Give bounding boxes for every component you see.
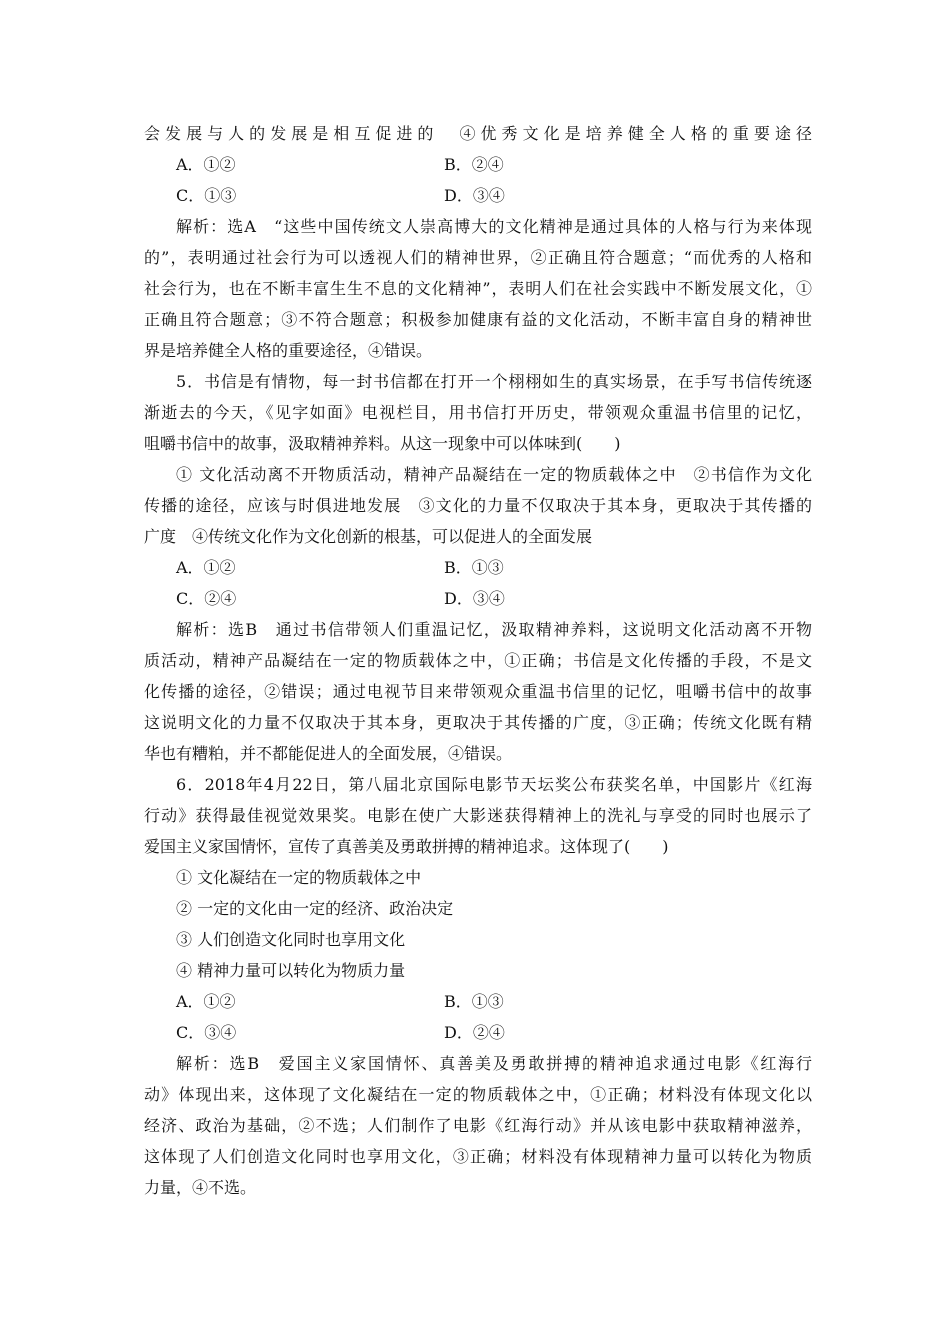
q4-option-b: B．②④ — [444, 155, 504, 174]
q5-stem-line: 咀嚼书信中的故事，汲取精神养料。从这一现象中可以体味到( ) — [144, 434, 621, 453]
q5-analysis-line: 解析：选B 通过书信带领人们重温记忆，汲取精神养料，这说明文化活动离不开物 — [176, 620, 812, 639]
q4-continuation-line: 会发展与人的发展是相互促进的 ④优秀文化是培养健全人格的重要途径 — [144, 124, 812, 143]
q5-statement-line: 传播的途径，应该与时俱进地发展 ③文化的力量不仅取决于其本身，更取决于其传播的 — [144, 496, 812, 515]
q6-statement-1: ① 文化凝结在一定的物质载体之中 — [176, 868, 422, 887]
q6-option-a: A．①② — [176, 992, 236, 1011]
q6-stem-line: 6．2018年4月22日，第八届北京国际电影节天坛奖公布获奖名单，中国影片《红海 — [176, 775, 812, 794]
q5-statement-line: 广度 ④传统文化作为文化创新的根基，可以促进人的全面发展 — [144, 527, 593, 546]
q4-analysis-line: 解析：选A “这些中国传统文人崇高博大的文化精神是通过具体的人格与行为来体现 — [176, 217, 812, 236]
q6-analysis-line: 这体现了人们创造文化同时也享用文化，③正确；材料没有体现精神力量可以转化为物质 — [144, 1147, 812, 1166]
q5-analysis-line: 这说明文化的力量不仅取决于其本身，更取决于其传播的广度，③正确；传统文化既有精 — [144, 713, 812, 732]
q5-option-d: D．③④ — [444, 589, 505, 608]
q5-statement-line: ① 文化活动离不开物质活动，精神产品凝结在一定的物质载体之中 ②书信作为文化 — [176, 465, 812, 484]
q5-stem-line: 5．书信是有情物，每一封书信都在打开一个栩栩如生的真实场景，在手写书信传统逐 — [176, 372, 812, 391]
q4-option-c: C．①③ — [176, 186, 237, 205]
q5-analysis-line: 华也有糟粕，并不都能促进人的全面发展，④错误。 — [144, 744, 513, 763]
q6-stem-line: 行动》获得最佳视觉效果奖。电影在使广大影迷获得精神上的洗礼与享受的同时也展示了 — [144, 806, 812, 825]
q6-option-d: D．②④ — [444, 1023, 505, 1042]
q6-option-c: C．③④ — [176, 1023, 237, 1042]
q5-option-b: B．①③ — [444, 558, 504, 577]
q6-option-b: B．①③ — [444, 992, 504, 1011]
q6-analysis-line: 动》体现出来，这体现了文化凝结在一定的物质载体之中，①正确；材料没有体现文化以 — [144, 1085, 812, 1104]
q4-analysis-line: 的”，表明通过社会行为可以透视人们的精神世界，②正确且符合题意；“而优秀的人格和 — [144, 248, 812, 267]
q6-analysis-line: 解析：选B 爱国主义家国情怀、真善美及勇敢拼搏的精神追求通过电影《红海行 — [176, 1054, 812, 1073]
q6-statement-4: ④ 精神力量可以转化为物质力量 — [176, 961, 406, 980]
q5-analysis-line: 化传播的途径，②错误；通过电视节目来带领观众重温书信里的记忆，咀嚼书信中的故事 — [144, 682, 812, 701]
q5-stem-line: 渐逝去的今天，《见字如面》电视栏目，用书信打开历史，带领观众重温书信里的记忆， — [144, 403, 812, 422]
q6-analysis-line: 力量，④不选。 — [144, 1178, 257, 1197]
q4-analysis-line: 社会行为，也在不断丰富生生不息的文化精神”，表明人们在社会实践中不断发展文化，① — [144, 279, 812, 298]
q4-option-a: A．①② — [176, 155, 236, 174]
q6-stem-line: 爱国主义家国情怀，宣传了真善美及勇敢拼搏的精神追求。这体现了( ) — [144, 837, 669, 856]
q5-option-a: A．①② — [176, 558, 236, 577]
q4-analysis-line: 界是培养健全人格的重要途径，④错误。 — [144, 341, 433, 360]
q6-statement-3: ③ 人们创造文化同时也享用文化 — [176, 930, 406, 949]
q5-analysis-line: 质活动，精神产品凝结在一定的物质载体之中，①正确；书信是文化传播的手段，不是文 — [144, 651, 812, 670]
q6-statement-2: ② 一定的文化由一定的经济、政治决定 — [176, 899, 454, 918]
q6-analysis-line: 经济、政治为基础，②不选；人们制作了电影《红海行动》并从该电影中获取精神滋养， — [144, 1116, 812, 1135]
q4-analysis-line: 正确且符合题意；③不符合题意；积极参加健康有益的文化活动，不断丰富自身的精神世 — [144, 310, 812, 329]
q4-option-d: D．③④ — [444, 186, 505, 205]
q5-option-c: C．②④ — [176, 589, 237, 608]
